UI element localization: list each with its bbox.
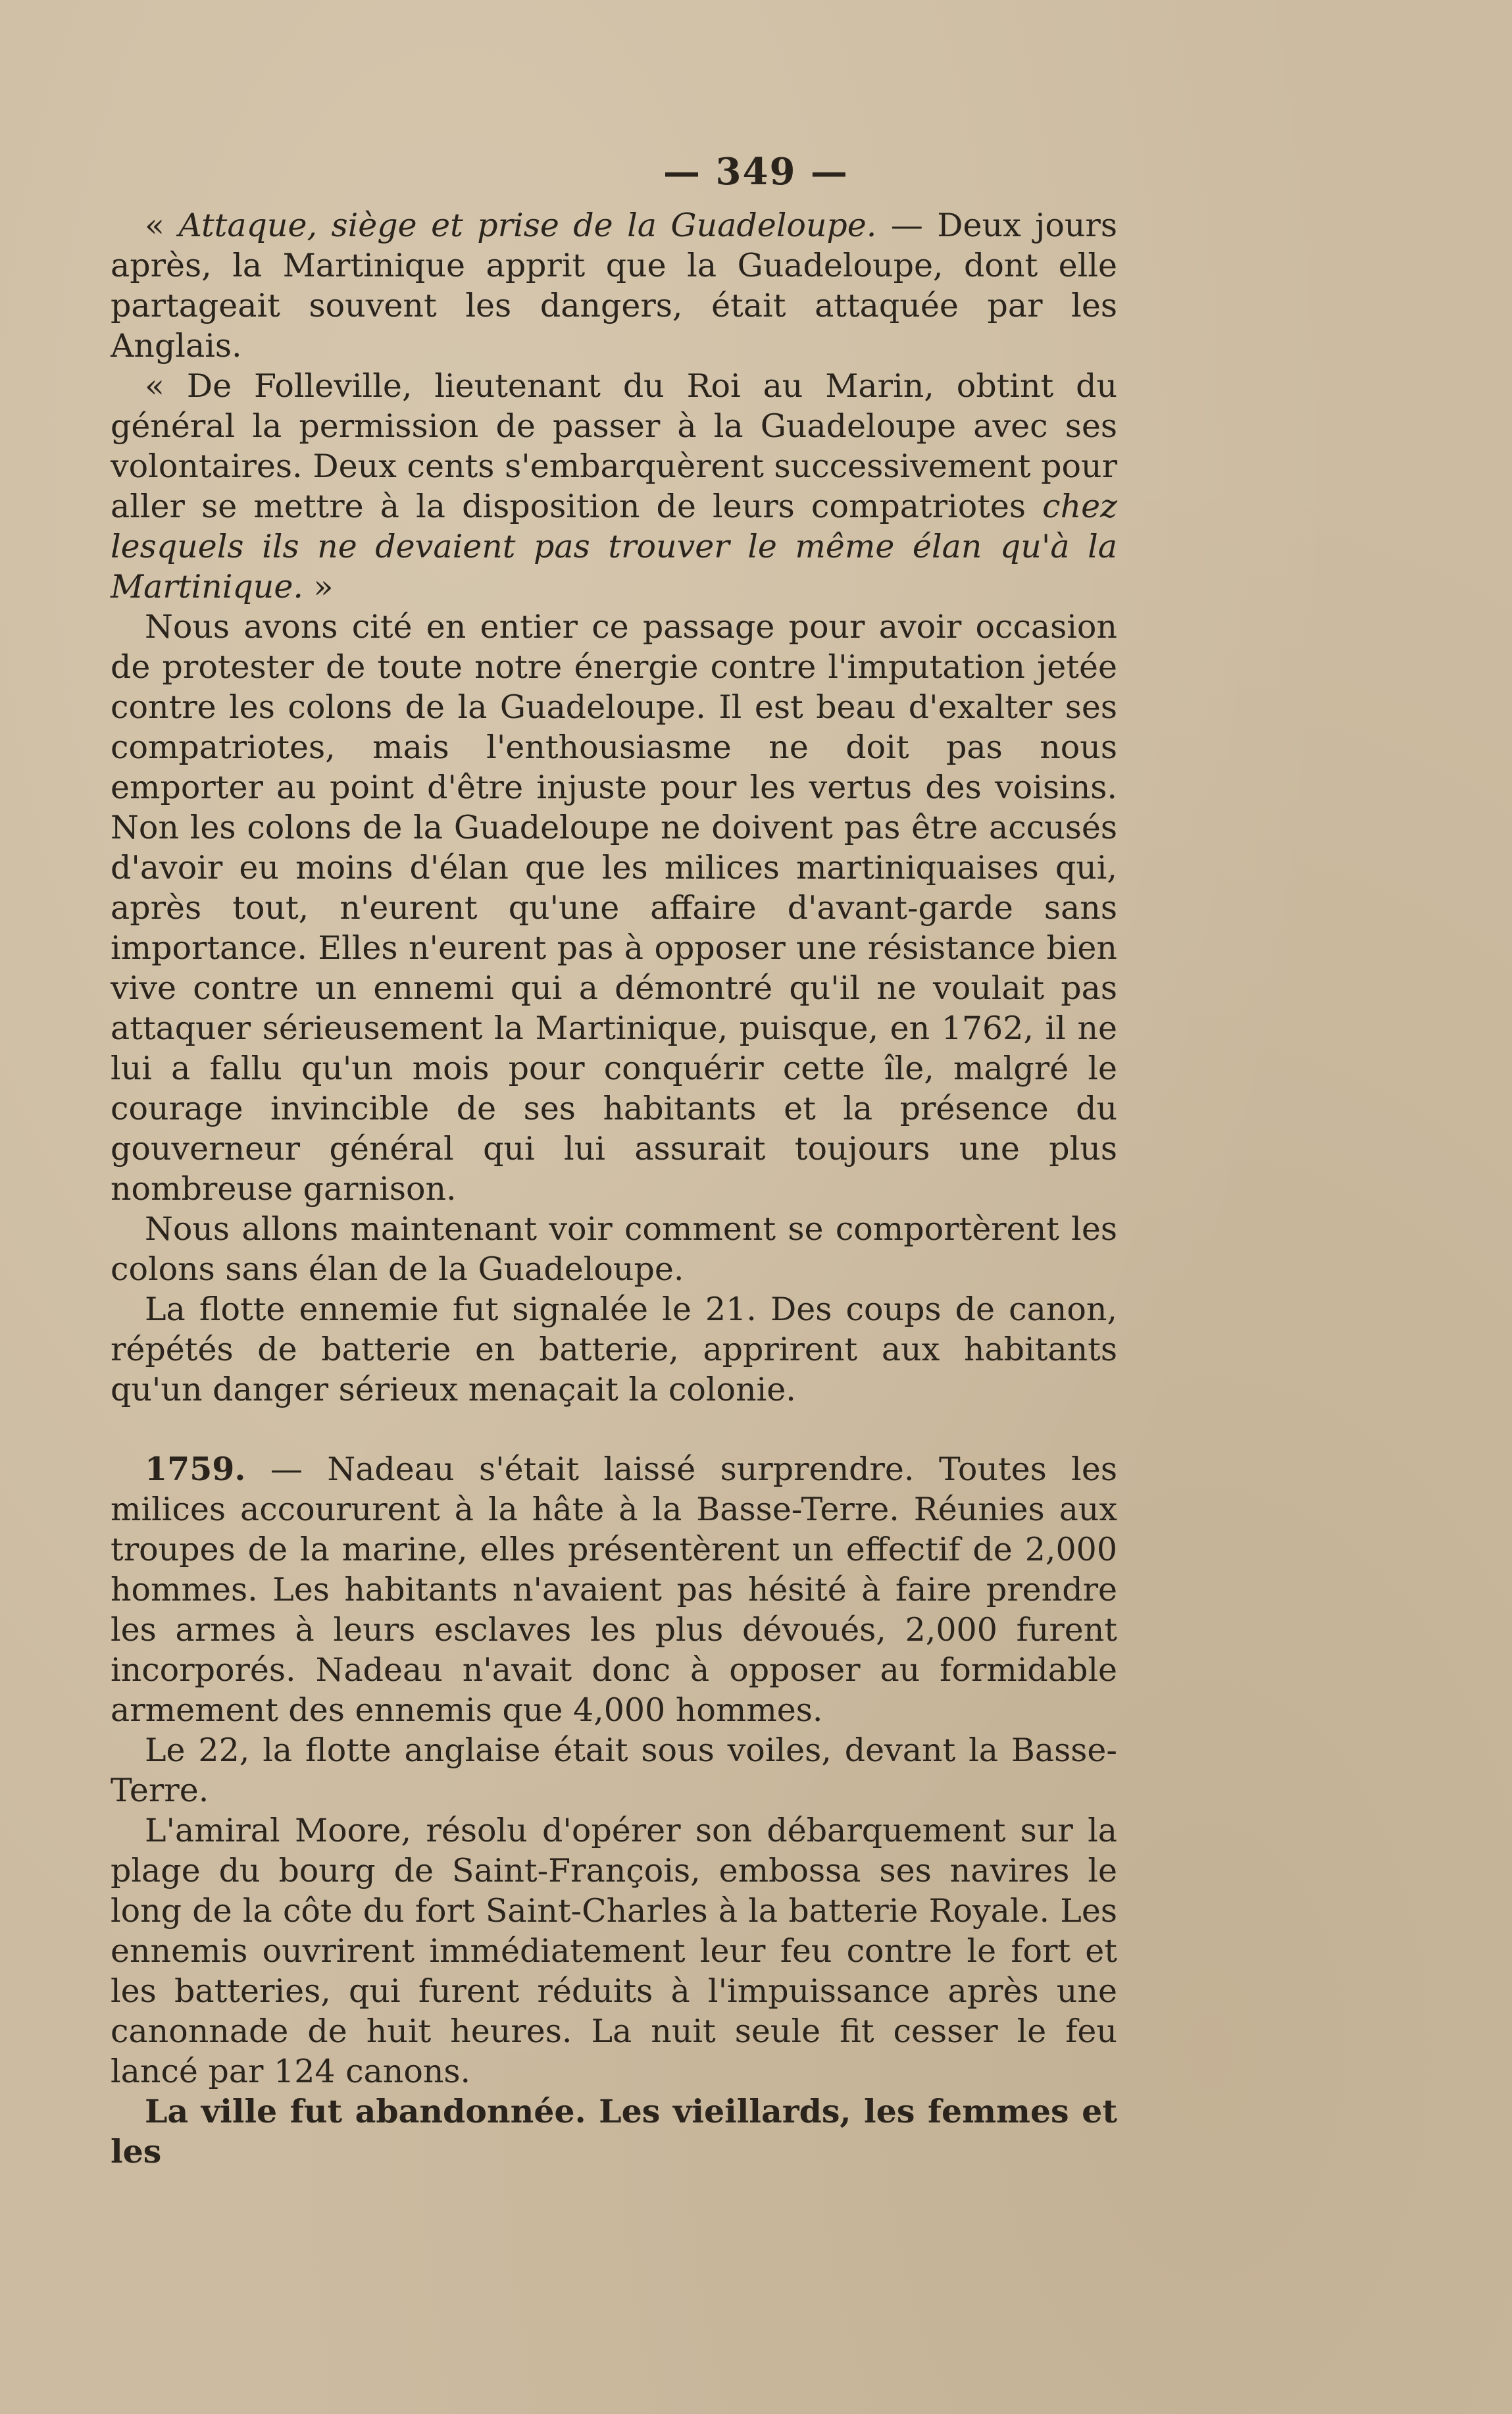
paragraph-attaque bbox=[111, 205, 1117, 366]
text-segment: — Deux jours après, la Martinique apprit que la Guadeloupe, dont elle partageait souvent les dangers, était attaquée par les Anglais. bbox=[111, 207, 1117, 365]
text-segment: Nous avons cité en entier ce passage pour avoir occasion de protester de toute notre énergie contre l'imputation jetée contre les colons de la Guadeloupe. Il est beau d'exalter ses compatriotes, mais l'enthousiasme ne doit pas nous emporter au point d'être injuste pour les vertus des voisins. Non les colons de la Guadeloupe ne doivent pas être accusés d'avoir eu moins d'élan que les milices martiniquaises qui, après tout, n'eurent qu'une affaire d'avant-garde sans importance. Elles n'eurent pas à opposer une résistance bien vive contre un ennemi qui a démontré qu'il ne voulait pas attaquer sérieusement la Martinique, puisque, en 1762, il ne lui a fallu qu'un mois pour conquérir cette île, malgré le courage invincible de ses habitants et la présence du gouverneur général qui lui assurait toujours une plus nombreuse garnison. bbox=[111, 608, 1117, 1208]
italic-heading: Attaque, siège et prise de la Guadeloupe. bbox=[178, 207, 877, 244]
paragraph-moore bbox=[111, 1810, 1117, 2092]
page-number: — 349 — bbox=[663, 150, 849, 193]
paragraph-22 bbox=[111, 1730, 1117, 1810]
paragraph-flotte bbox=[111, 1289, 1117, 1410]
text-segment: La flotte ennemie fut signalée le 21. Des coups de canon, répétés de batterie en batterie, apprirent aux habitants qu'un danger sérieux menaçait la colonie. bbox=[111, 1291, 1117, 1408]
text-segment: La ville fut abandonnée. Les vieillards, les femmes et les bbox=[111, 2092, 1117, 2170]
text-segment: « bbox=[145, 207, 179, 244]
text-segment: Nous allons maintenant voir comment se comportèrent les colons sans élan de la Guadeloupe. bbox=[111, 1210, 1117, 1288]
paragraph-protest bbox=[111, 607, 1117, 1209]
text-segment: L'amiral Moore, résolu d'opérer son débarquement sur la plage du bourg de Saint-François, embossa ses navires le long de la côte du fort Saint-Charles à la batterie Royale. Les ennemis ouvrirent immédiatement leur feu contre le fort et les batteries, qui furent réduits à l'impuissance après une canonnade de huit heures. La nuit seule fit cesser le feu lancé par 124 canons. bbox=[111, 1812, 1117, 2090]
text-segment: — Nadeau s'était laissé surprendre. Toutes les milices accoururent à la hâte à la Basse-Terre. Réunies aux troupes de la marine, elles présentèrent un effectif de 2,000 hommes. Les habitants n'avaient pas hésité à faire prendre les armes à leurs esclaves les plus dévoués, 2,000 furent incorporés. Nadeau n'avait donc à opposer au formidable armement des ennemis que 4,000 hommes. bbox=[111, 1451, 1117, 1729]
italic-quote: chez lesquels ils ne devaient pas trouver le même élan qu'à la Martinique. bbox=[111, 488, 1117, 605]
paragraph-folleville bbox=[111, 366, 1117, 607]
paragraph-1759 bbox=[111, 1449, 1117, 1730]
section-gap bbox=[111, 1410, 1117, 1449]
text-segment: » bbox=[303, 568, 334, 605]
paragraph-colons bbox=[111, 1209, 1117, 1289]
body-text bbox=[111, 205, 1117, 2172]
section-year: 1759. bbox=[145, 1450, 246, 1488]
paragraph-ville bbox=[111, 2092, 1117, 2172]
text-segment: Le 22, la flotte anglaise était sous voiles, devant la Basse-Terre. bbox=[111, 1732, 1117, 1809]
text-segment: « De Folleville, lieutenant du Roi au Marin, obtint du général la permission de passer à la Guadeloupe avec ses volontaires. Deux cents s'embarquèrent successivement pour aller se mettre à la disposition de leurs compatriotes bbox=[111, 367, 1117, 525]
